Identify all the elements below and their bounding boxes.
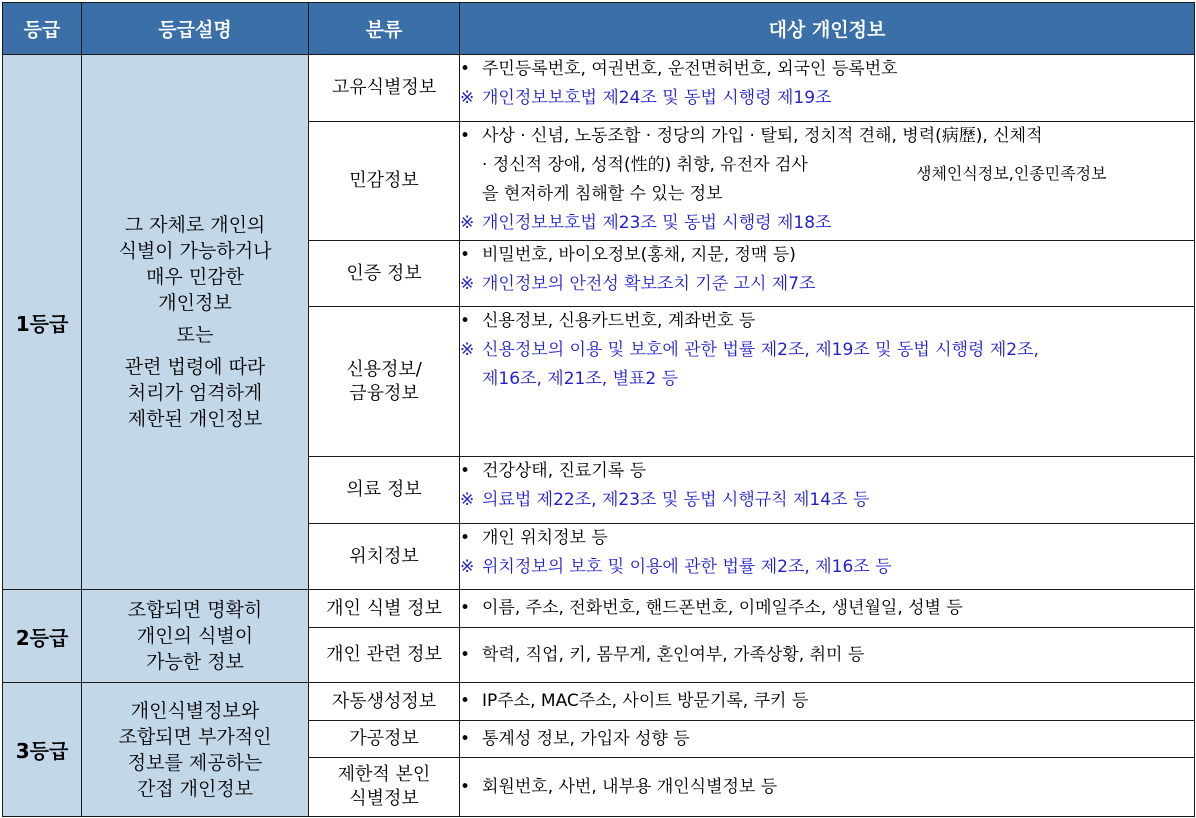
bullet-icon: • bbox=[460, 528, 471, 548]
items-text: 회원번호, 사번, 내부용 개인식별정보 등 bbox=[482, 776, 778, 797]
biometric-overlay-text: 생체인식정보,인종민족정보 bbox=[916, 164, 1107, 183]
items-text: 을 현저하게 침해할 수 있는 정보 bbox=[482, 184, 723, 204]
items-text: 이름, 주소, 전화번호, 핸드폰번호, 이메일주소, 생년월일, 성별 등 bbox=[482, 598, 963, 618]
target-cell bbox=[460, 721, 1195, 758]
category-cell: 민감정보 bbox=[309, 122, 460, 241]
items-text: 개인 위치정보 등 bbox=[482, 528, 608, 548]
law-text: 제16조, 제21조, 별표2 등 bbox=[482, 369, 679, 389]
note-icon: ※ bbox=[460, 88, 475, 108]
category-cell: 인증 정보 bbox=[309, 241, 460, 307]
law-text: 위치정보의 보호 및 이용에 관한 법률 제2조, 제16조 등 bbox=[482, 557, 892, 577]
header-grade: 등급 bbox=[3, 3, 82, 55]
note-icon: ※ bbox=[460, 557, 475, 577]
target-cell bbox=[460, 55, 1195, 122]
header-row bbox=[3, 3, 1195, 55]
law-text: 개인정보보호법 제23조 및 동법 시행령 제18조 bbox=[482, 213, 832, 233]
target-cell bbox=[460, 307, 1195, 457]
personal-info-grade-table bbox=[2, 2, 1195, 817]
note-icon: ※ bbox=[460, 274, 475, 294]
grade2-label: 2등급 bbox=[3, 590, 82, 683]
items-text: 학력, 직업, 키, 몸무게, 혼인여부, 가족상황, 취미 등 bbox=[482, 644, 865, 665]
bullet-icon: • bbox=[460, 59, 471, 79]
note-icon: ※ bbox=[460, 340, 475, 360]
items-text: 주민등록번호, 여권번호, 운전면허번호, 외국인 등록번호 bbox=[482, 59, 898, 79]
items-text: 통계성 정보, 가입자 성향 등 bbox=[482, 728, 690, 749]
note-icon: ※ bbox=[460, 213, 475, 233]
header-target: 대상 개인정보 bbox=[460, 3, 1195, 55]
items-text: 비밀번호, 바이오정보(홍채, 지문, 정맥 등) bbox=[482, 245, 796, 265]
grade1-label: 1등급 bbox=[3, 55, 82, 590]
category-cell: 개인 식별 정보 bbox=[309, 590, 460, 628]
items-text: IP주소, MAC주소, 사이트 방문기록, 쿠키 등 bbox=[482, 691, 809, 711]
target-cell bbox=[460, 683, 1195, 721]
table-row bbox=[3, 55, 1195, 122]
law-text: 신용정보의 이용 및 보호에 관한 법률 제2조, 제19조 및 동법 시행령 제2조, bbox=[482, 340, 1039, 360]
bullet-icon: • bbox=[460, 461, 471, 481]
items-text: 사상 · 신념, 노동조합 · 정당의 가입 · 탈퇴, 정치적 견해, 병력(病歷), 신체적 bbox=[482, 126, 1043, 146]
bullet-icon: • bbox=[460, 126, 471, 146]
category-cell: 신용정보/ 금융정보 bbox=[309, 307, 460, 457]
bullet-icon: • bbox=[460, 245, 471, 265]
law-text: 의료법 제22조, 제23조 및 동법 시행규칙 제14조 등 bbox=[482, 490, 870, 510]
bullet-icon: • bbox=[460, 776, 471, 797]
bullet-icon: • bbox=[460, 311, 471, 331]
table-row bbox=[3, 590, 1195, 628]
category-cell: 위치정보 bbox=[309, 524, 460, 590]
category-cell: 자동생성정보 bbox=[309, 683, 460, 721]
target-cell bbox=[460, 457, 1195, 524]
grade3-description: 개인식별정보와 조합되면 부가적인 정보를 제공하는 간접 개인정보 bbox=[82, 683, 309, 817]
target-cell bbox=[460, 524, 1195, 590]
table-row bbox=[3, 683, 1195, 721]
category-cell: 의료 정보 bbox=[309, 457, 460, 524]
items-text: 신용정보, 신용카드번호, 계좌번호 등 bbox=[482, 311, 756, 331]
category-cell: 개인 관련 정보 bbox=[309, 628, 460, 683]
law-text: 개인정보의 안전성 확보조치 기준 고시 제7조 bbox=[482, 274, 816, 294]
category-cell: 고유식별정보 bbox=[309, 55, 460, 122]
target-cell bbox=[460, 758, 1195, 817]
category-cell: 제한적 본인 식별정보 bbox=[309, 758, 460, 817]
target-cell bbox=[460, 241, 1195, 307]
grade3-label: 3등급 bbox=[3, 683, 82, 817]
header-category: 분류 bbox=[309, 3, 460, 55]
items-text: · 정신적 장애, 성적(性的) 취향, 유전자 검사 bbox=[482, 155, 808, 175]
bullet-icon: • bbox=[460, 728, 471, 749]
law-text: 개인정보보호법 제24조 및 동법 시행령 제19조 bbox=[482, 88, 832, 108]
bullet-icon: • bbox=[460, 644, 471, 665]
bullet-icon: • bbox=[460, 691, 471, 711]
grade2-description: 조합되면 명확히 개인의 식별이 가능한 정보 bbox=[82, 590, 309, 683]
target-cell bbox=[460, 590, 1195, 628]
items-text: 건강상태, 진료기록 등 bbox=[482, 461, 647, 481]
bullet-icon: • bbox=[460, 598, 471, 618]
category-cell: 가공정보 bbox=[309, 721, 460, 758]
note-icon: ※ bbox=[460, 490, 475, 510]
grade1-description: 그 자체로 개인의 식별이 가능하거나 매우 민감한 개인정보 또는 관련 법령에 따라 처리가 엄격하게 제한된 개인정보 bbox=[82, 55, 309, 590]
target-cell bbox=[460, 628, 1195, 683]
header-description: 등급설명 bbox=[82, 3, 309, 55]
